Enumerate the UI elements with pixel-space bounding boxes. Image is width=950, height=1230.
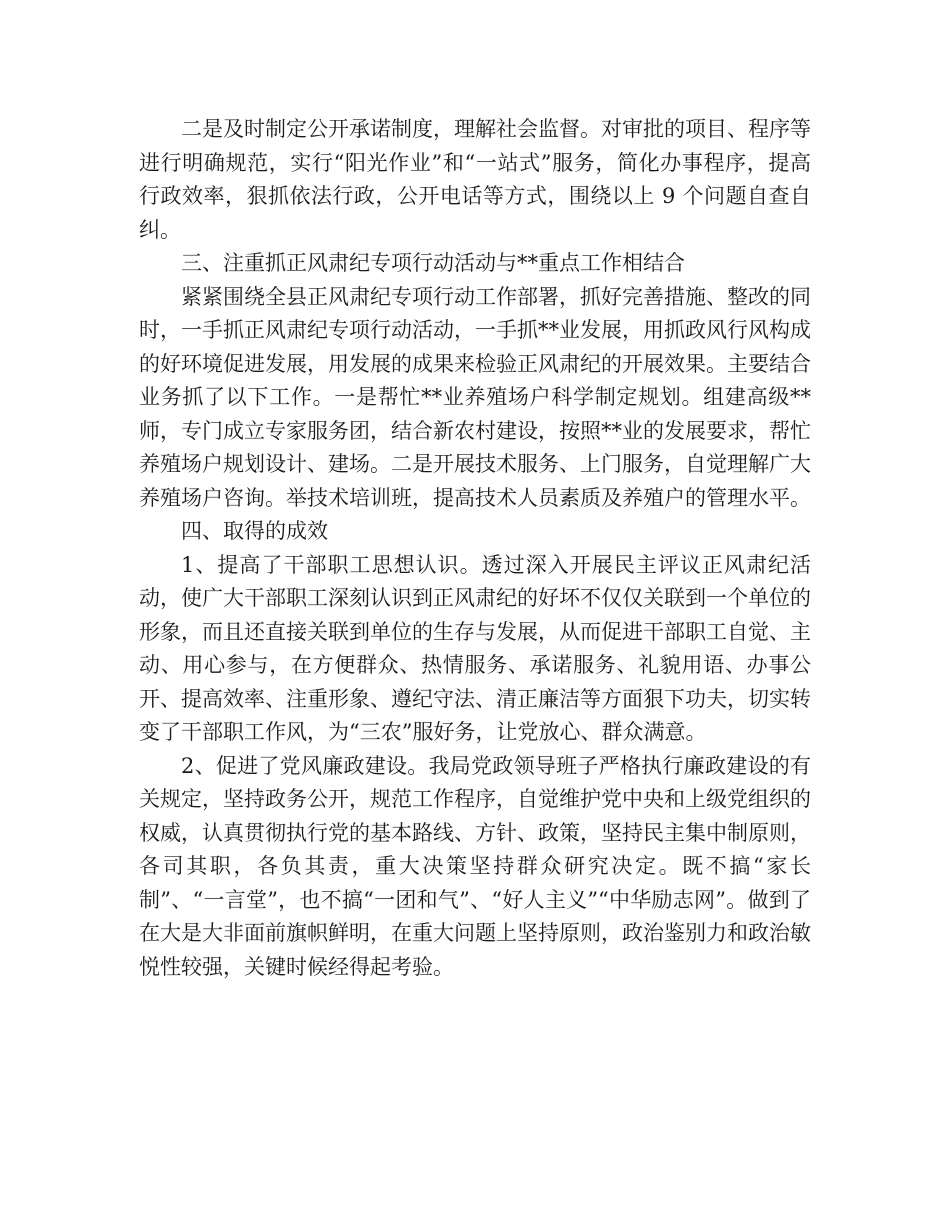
paragraph-combined-work: 紧紧围绕全县正风肃纪专项行动工作部署，抓好完善措施、整改的同时，一手抓正风肃纪专项行动活动，一手抓**业发展，用抓政风行风构成的好环境促进发展，用发展的成果来检验正风肃纪的开展效果。主要结合业务抓了以下工作。一是帮忙**业养殖场户科学制定规划。组建高级**师，专门成立专家服务团，结合新农村建设，按照**业的发展要求，帮忙养殖场户规划设计、建场。二是开展技术服务、上门服务，自觉理解广大养殖场户咨询。举技术培训班，提高技术人员素质及养殖户的管理水平。	[139, 284, 811, 510]
paragraph-commitment-system: 二是及时制定公开承诺制度，理解社会监督。对审批的项目、程序等进行明确规范，实行“阳光作业”和“一站式”服务，简化办事程序，提高行政效率，狠抓依法行政，公开电话等方式，围绕以上 9 个问题自查自纠。	[139, 117, 811, 242]
paragraph-result-two: 2、促进了党风廉政建设。我局党政领导班子严格执行廉政建设的有关规定，坚持政务公开，规范工作程序，自觉维护党中央和上级党组织的权威，认真贯彻执行党的基本路线、方针、政策，坚持民主集中制原则，各司其职，各负其责，重大决策坚持群众研究决定。既不搞“家长制”、“一言堂”，也不搞“一团和气”、“好人主义”“中华励志网”。做到了在大是大非面前旗帜鲜明，在重大问题上坚持原则，政治鉴别力和政治敏悦性较强，关键时候经得起考验。	[139, 753, 811, 979]
section-heading-three: 三、注重抓正风肃纪专项行动活动与**重点工作相结合	[181, 251, 685, 275]
document-body	[139, 113, 811, 984]
paragraph-result-one: 1、提高了干部职工思想认识。透过深入开展民主评议正风肃纪活动，使广大干部职工深刻认识到正风肃纪的好坏不仅仅关联到一个单位的形象，而且还直接关联到单位的生存与发展，从而促进干部职工自觉、主动、用心参与，在方便群众、热情服务、承诺服务、礼貌用语、办事公开、提高效率、注重形象、遵纪守法、清正廉洁等方面狠下功夫，切实转变了干部职工作风，为“三农”服好务，让党放心、群众满意。	[139, 552, 811, 744]
section-heading-four: 四、取得的成效	[181, 519, 328, 543]
